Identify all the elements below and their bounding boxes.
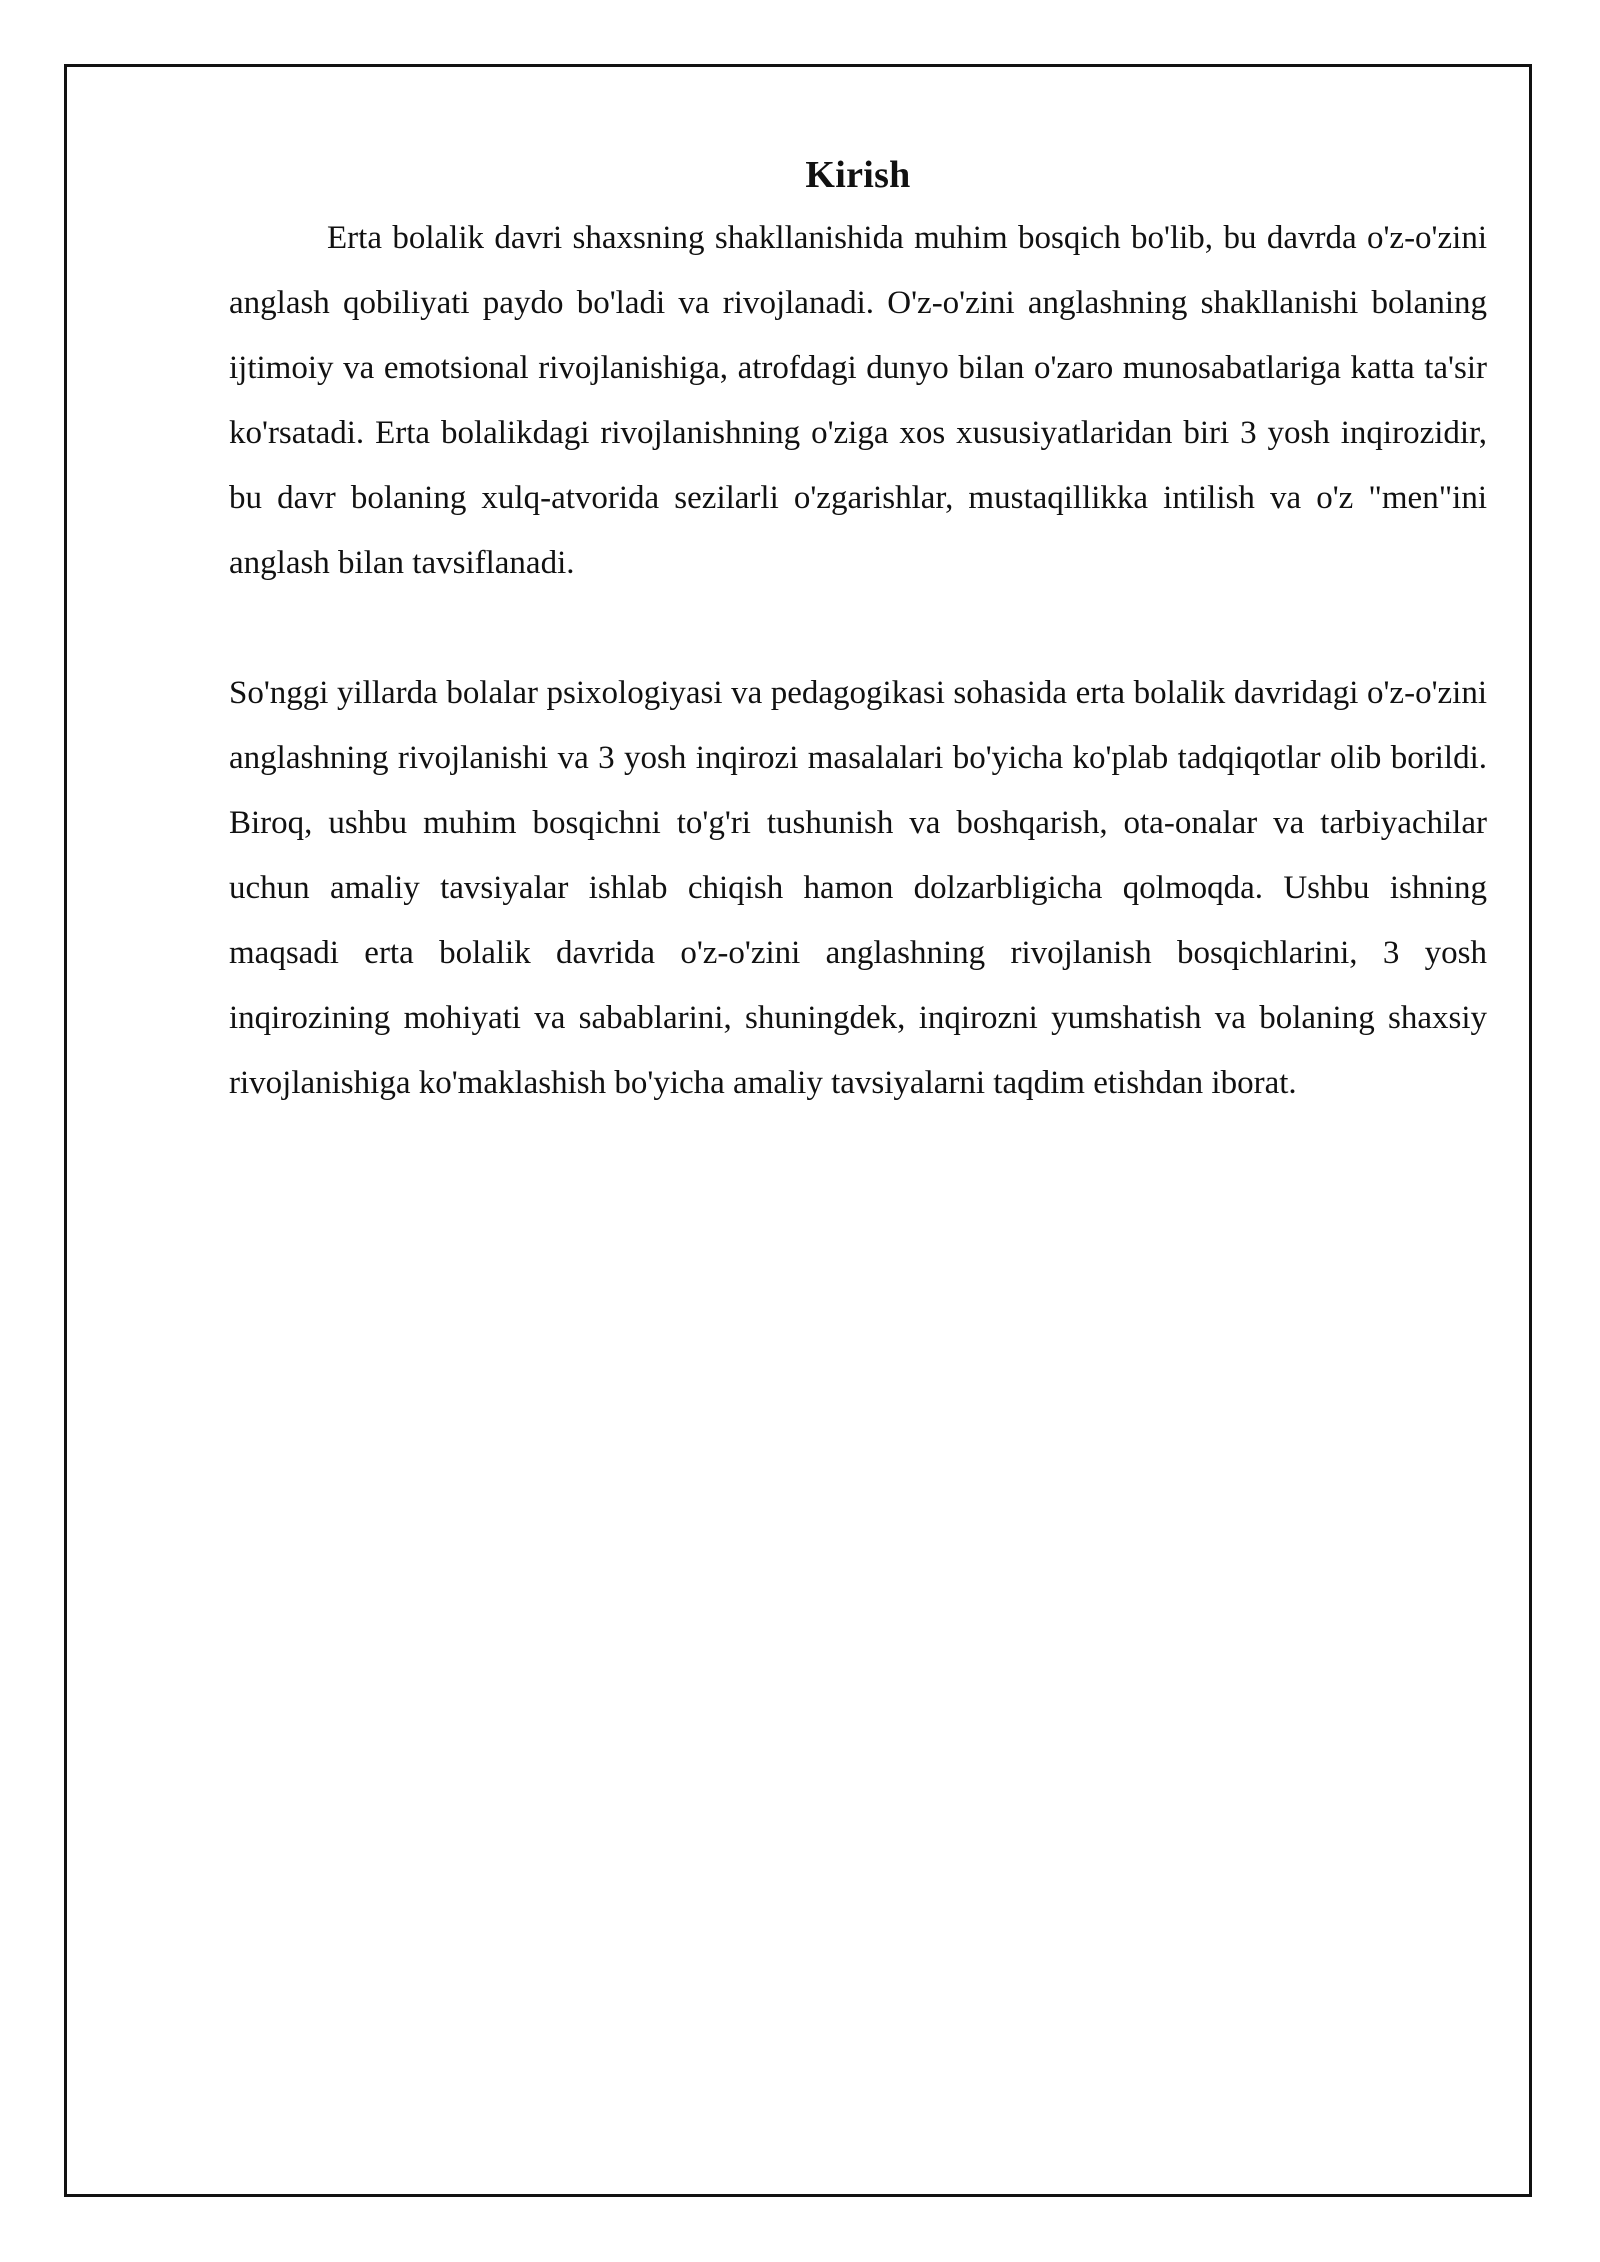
- document-body: [229, 146, 1487, 1116]
- document-title: Kirish: [805, 154, 911, 196]
- paragraph-research-aim: So'nggi yillarda bolalar psixologiyasi va pedagogikasi sohasida erta bolalik davridagi o'z-o'zini anglashning rivojlanishi va 3 yosh inqirozi masalalari bo'yicha ko'plab tadqiqotlar olib borildi. Biroq, ushbu muhim bosqichni to'g'ri tushunish va boshqarish, ota-onalar va tarbiyachilar uchun amaliy tavsiyalar ishlab chiqish hamon dolzarbligicha qolmoqda. Ushbu ishning maqsadi erta bolalik davrida o'z-o'zini anglashning rivojlanish bosqichlarini, 3 yosh inqirozining mohiyati va sabablarini, shuningdek, inqirozni yumshatish va bolaning shaxsiy rivojlanishiga ko'maklashish bo'yicha amaliy tavsiyalarni taqdim etishdan iborat.: [229, 675, 1487, 1101]
- paragraph-introduction: Erta bolalik davri shaxsning shakllanishida muhim bosqich bo'lib, bu davrda o'z-o'zini anglash qobiliyati paydo bo'ladi va rivojlanadi. O'z-o'zini anglashning shakllanishi bolaning ijtimoiy va emotsional rivojlanishiga, atrofdagi dunyo bilan o'zaro munosabatlariga katta ta'sir ko'rsatadi. Erta bolalikdagi rivojlanishning o'ziga xos xususiyatlaridan biri 3 yosh inqirozidir, bu davr bolaning xulq-atvorida sezilarli o'zgarishlar, mustaqillikka intilish va o'z "men"ini anglash bilan tavsiflanadi.: [229, 220, 1487, 581]
